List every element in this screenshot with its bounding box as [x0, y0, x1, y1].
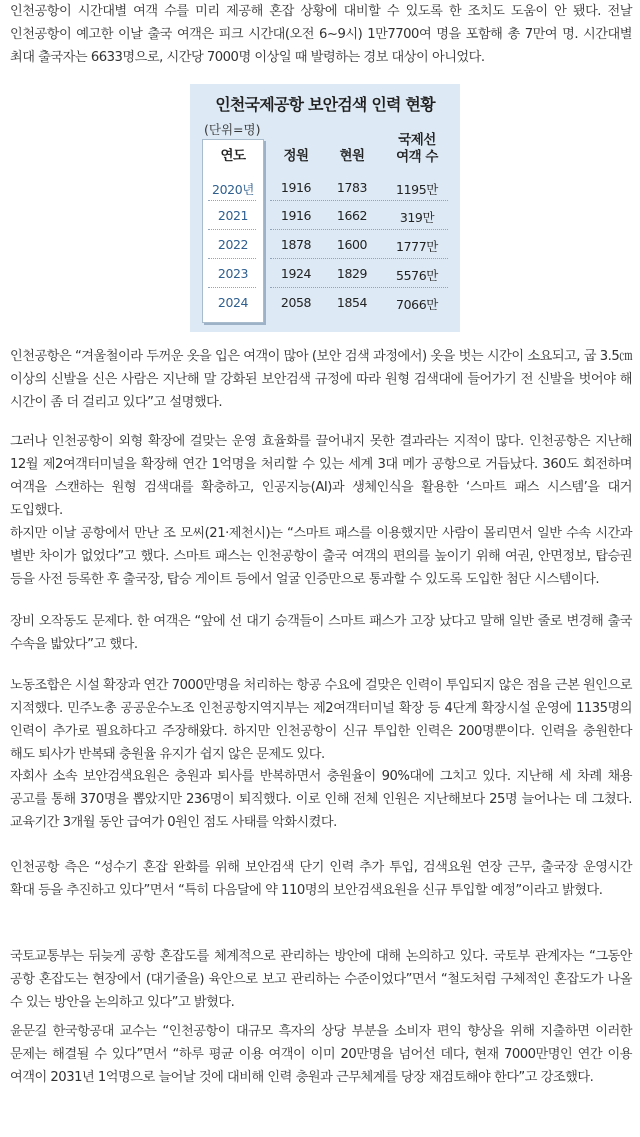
- row-divider: [270, 258, 448, 259]
- row-1-current: 1783: [336, 180, 368, 195]
- infographic-unit: (단위=명): [204, 122, 261, 137]
- year-divider: [208, 287, 256, 288]
- row-divider: [270, 287, 448, 288]
- staffing-infographic: [190, 84, 460, 332]
- paragraph-10: 윤문길 한국항공대 교수는 “인천공항이 대규모 흑자의 상당 부분을 소비자 편익 향상을 위해 지출하면 이러한 문제는 해결될 수 있다”면서 “하루 평균 이용 여객이 이미 20만명을 넘어선 데다, 현재 7000만명인 연간 이용 여객이 2031년 1억명으로 늘어날 것에 대비해 인력 충원과 근무체계를 당장 재검토해야 한다”고 강조했다.: [10, 1024, 632, 1085]
- year-divider: [208, 200, 256, 201]
- row-4-current: 1829: [336, 266, 368, 281]
- row-4-passengers: 5576만: [396, 268, 438, 283]
- paragraph-2: 인천공항은 “겨울철이라 두꺼운 옷을 입은 여객이 많아 (보안 검색 과정에서) 옷을 벗는 시간이 소요되고, 굽 3.5㎝ 이상의 신발을 신은 사람은 지난해 말 강화된 보안검색 규정에 따라 원형 검색대에 들어가기 전 신발을 벗어야 해 시간이 좀 더 걸리고 있다”고 설명했다.: [10, 349, 632, 410]
- row-1-quota: 1916: [280, 180, 312, 195]
- paragraph-5: 장비 오작동도 문제다. 한 여객은 “앞에 선 대기 승객들이 스마트 패스가 고장 났다고 말해 일반 줄로 변경해 출국 수속을 밟았다”고 했다.: [10, 614, 632, 652]
- paragraph-1: 인천공항이 시간대별 여객 수를 미리 제공해 혼잡 상황에 대비할 수 있도록 한 조치도 도움이 안 됐다. 전날 인천공항이 예고한 이날 출국 여객은 피크 시간대(오전 6~9시) 1만7700여 명을 포함해 총 7만여 명. 시간대별 최대 출국자는 6633명으로, 시간당 7000명 이상일 때 발령하는 경보 대상이 아니었다.: [10, 4, 632, 65]
- paragraph-8: 인천공항 측은 “성수기 혼잡 완화를 위해 보안검색 단기 인력 추가 투입, 검색요원 연장 근무, 출국장 운영시간 확대 등을 추진하고 있다”면서 “특히 다음달에 약 110명의 보안검색요원을 신규 투입할 예정”이라고 밝혔다.: [10, 860, 632, 898]
- header-year: 연도: [220, 148, 246, 164]
- infographic-title: 인천국제공항 보안검색 인력 현황: [215, 95, 435, 114]
- row-2-quota: 1916: [280, 208, 312, 223]
- paragraph-7: 자회사 소속 보안검색요원은 충원과 퇴사를 반복하면서 충원율이 90%대에 그치고 있다. 지난해 세 차례 채용 공고를 통해 370명을 뽑았지만 236명이 퇴직했다. 이로 인해 전체 인원은 지난해보다 25명 늘어나는 데 그쳤다. 교육기간 3개월 동안 급여가 0원인 점도 사태를 악화시켰다.: [10, 769, 632, 830]
- row-divider: [270, 229, 448, 230]
- row-4-year: 2023: [217, 266, 249, 281]
- row-4-quota: 1924: [280, 266, 312, 281]
- row-3-current: 1600: [336, 237, 368, 252]
- header-quota: 정원: [283, 148, 309, 164]
- row-3-quota: 1878: [280, 237, 312, 252]
- paragraph-9: 국토교통부는 뒤늦게 공항 혼잡도를 체계적으로 관리하는 방안에 대해 논의하고 있다. 국토부 관계자는 “그동안 공항 혼잡도는 현장에서 (대기줄을) 육안으로 보고 관리하는 수준이었다”면서 “철도처럼 구체적인 혼잡도가 나올 수 있는 방안을 논의하고 있다”고 밝혔다.: [10, 949, 632, 1010]
- row-2-passengers: 319만: [399, 210, 435, 225]
- row-5-quota: 2058: [280, 295, 312, 310]
- row-3-year: 2022: [217, 237, 249, 252]
- row-5-passengers: 7066만: [396, 297, 438, 312]
- row-5-current: 1854: [336, 295, 368, 310]
- paragraph-4: 하지만 이날 공항에서 만난 조 모씨(21·제천시)는 “스마트 패스를 이용했지만 사람이 몰리면서 일반 수속 시간과 별반 차이가 없었다”고 했다. 스마트 패스는 인천공항이 출국 여객의 편의를 높이기 위해 여권, 안면정보, 탑승권 등을 사전 등록한 후 출국장, 탑승 게이트 등에서 얼굴 인증만으로 통과할 수 있도록 도입한 첨단 시스템이다.: [10, 526, 632, 587]
- paragraph-3: 그러나 인천공항이 외형 확장에 걸맞는 운영 효율화를 끌어내지 못한 결과라는 지적이 많다. 인천공항은 지난해 12월 제2여객터미널을 확장해 연간 1억명을 처리할 수 있는 세계 3대 메가 공항으로 거듭났다. 360도 회전하며 여객을 스캔하는 원형 검색대를 확충하고, 인공지능(AI)과 생체인식을 활용한 ‘스마트 패스 시스템’을 대거 도입했다.: [10, 434, 632, 518]
- row-3-passengers: 1777만: [396, 239, 438, 254]
- year-divider: [208, 229, 256, 230]
- row-1-year: 2020년: [212, 182, 254, 197]
- header-passengers-line2: 여객 수: [396, 149, 438, 165]
- year-divider: [208, 258, 256, 259]
- row-2-current: 1662: [336, 208, 368, 223]
- row-5-year: 2024: [217, 295, 249, 310]
- header-passengers-line1: 국제선: [398, 132, 436, 148]
- paragraph-6: 노동조합은 시설 확장과 연간 7000만명을 처리하는 항공 수요에 걸맞은 인력이 투입되지 않은 점을 근본 원인으로 지적했다. 민주노총 공공운수노조 인천공항지역지부는 제2여객터미널 확장 등 4단계 확장시설 운영에 1135명의 인력이 추가로 필요하다고 주장해왔다. 하지만 인천공항이 신규 투입한 인력은 200명뿐이다. 인력을 충원한다 해도 퇴사가 반복돼 충원율 유지가 쉽지 않은 문제도 있다.: [10, 678, 632, 762]
- row-1-passengers: 1195만: [396, 182, 438, 197]
- header-current: 현원: [339, 148, 365, 164]
- row-divider: [270, 200, 448, 201]
- row-2-year: 2021: [217, 208, 249, 223]
